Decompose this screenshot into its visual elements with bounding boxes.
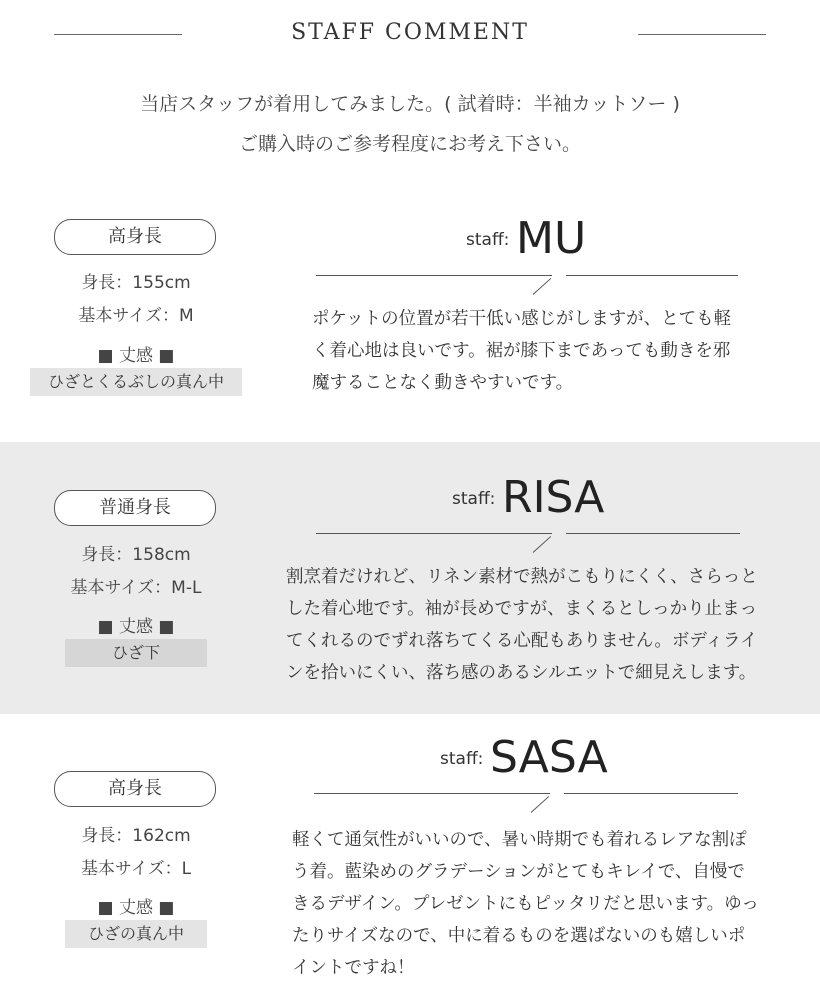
intro-line-1: 当店スタッフが着用してみました。( 試着時：半袖カットソー )	[140, 93, 680, 115]
staff-size: 基本サイズ：M	[78, 306, 194, 326]
fit-heading: ■ 丈感 ■	[97, 346, 175, 366]
comment-line: 割烹着だけれど、リネン素材で熱がこもりにくく、さらっと	[286, 567, 758, 587]
comment-line: う着。藍染めのグラデーションがとてもキレイで、自慢で	[292, 862, 745, 882]
staff-name: MU	[516, 213, 587, 264]
staff-comment	[292, 824, 782, 984]
staff-prefix: staff:	[440, 749, 484, 769]
comment-line: きるデザイン。プレゼントにもピッタリだと思います。ゆっ	[292, 894, 759, 914]
comment-line: ポケットの位置が若干低い感じがしますが、とても軽	[312, 309, 732, 329]
comment-line: く着心地は良いです。裾が膝下まであっても動きを邪	[312, 341, 731, 361]
comment-line: した着心地です。袖が長めですが、まくるとしっかり止まっ	[286, 599, 758, 619]
fit-value: ひざの真ん中	[65, 920, 207, 948]
comment-line: 魔することなく動きやすいです。	[312, 373, 574, 393]
comment-line: 軽くて通気性がいいので、暑い時期でも着れるレアな割ぽ	[292, 830, 747, 850]
section-title: STAFF COMMENT	[291, 20, 529, 45]
intro-text	[0, 84, 820, 164]
staff-name: RISA	[502, 472, 605, 523]
staff-height: 身長：162cm	[81, 826, 191, 846]
name-underline-left	[316, 275, 552, 276]
name-underline-right	[566, 275, 738, 276]
name-underline-right	[564, 793, 738, 794]
staff-prefix: staff:	[452, 489, 496, 509]
height-badge: 普通身長	[54, 490, 216, 526]
comment-line: てくれるのでずれ落ちてくる心配もありません。ボディライ	[286, 631, 758, 651]
staff-name: SASA	[490, 732, 608, 783]
staff-prefix: staff:	[466, 230, 510, 250]
comment-line: ンを拾いにくい、落ち感のあるシルエットで細見えします。	[286, 663, 757, 683]
staff-height: 身長：155cm	[81, 273, 191, 293]
fit-value: ひざ下	[65, 639, 207, 667]
comment-line: たりサイズなので、中に着るものを選ばないのも嬉しいポ	[292, 926, 746, 946]
height-badge: 高身長	[54, 219, 216, 255]
staff-size: 基本サイズ：L	[80, 859, 192, 879]
staff-card-risa	[0, 442, 820, 714]
section-header	[0, 0, 820, 70]
staff-comment	[286, 561, 786, 689]
underline-slash	[533, 536, 552, 553]
name-underline-right	[566, 533, 740, 534]
staff-card-mu	[0, 180, 820, 442]
header-divider-right	[638, 34, 766, 35]
name-underline-left	[316, 533, 552, 534]
staff-size: 基本サイズ：M-L	[70, 578, 202, 598]
fit-heading: ■ 丈感 ■	[97, 617, 175, 637]
underline-slash	[533, 278, 552, 295]
comment-line: イントですね！	[292, 958, 415, 978]
staff-height: 身長：158cm	[81, 545, 191, 565]
name-underline-left	[314, 793, 550, 794]
fit-value: ひざとくるぶしの真ん中	[30, 368, 242, 396]
staff-comment	[312, 303, 772, 399]
fit-heading: ■ 丈感 ■	[97, 898, 175, 918]
underline-slash	[531, 796, 550, 813]
staff-card-sasa	[0, 714, 820, 1000]
height-badge: 高身長	[54, 771, 216, 807]
intro-line-2: ご購入時のご参考程度にお考え下さい。	[238, 133, 581, 155]
